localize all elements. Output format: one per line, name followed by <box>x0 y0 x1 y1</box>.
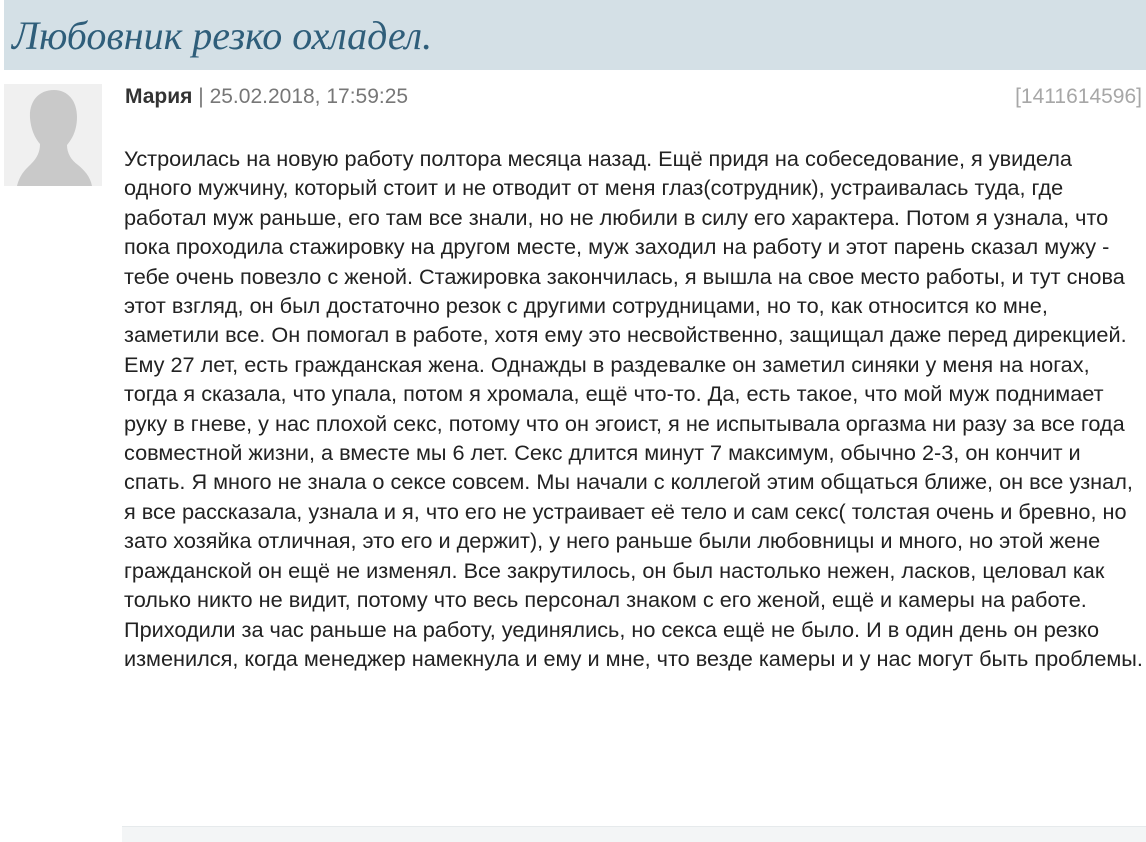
meta-separator: | <box>198 85 204 108</box>
title-bar <box>4 0 1146 70</box>
user-silhouette-icon <box>4 84 102 186</box>
author-name[interactable]: Мария <box>125 85 193 108</box>
next-post-strip <box>122 826 1146 842</box>
post-meta <box>125 84 408 110</box>
post-body: Устроилась на новую работу полтора месяца назад. Ещё придя на собеседование, я увидела одного мужчину, который стоит и не отводит от меня глаз(сотрудник), устраивалась туда, где работал муж раньше, его там все знали, но не любили в силу его характера. Потом я узнала, что пока проходила стажировку на другом месте, муж заходил на работу и этот парень сказал мужу - тебе очень повезло с женой. Стажировка закончилась, я вышла на свое место работы, и тут снова этот взгляд, он был достаточно резок с другими сотрудницами, но то, как относится ко мне, заметили все. Он помогал в работе, хотя ему это несвойственно, защищал даже перед дирекцией. Ему 27 лет, есть гражданская жена. Однажды в раздевалке он заметил синяки у меня на ногах, тогда я сказала, что упала, потом я хромала, ещё что-то. Да, есть такое, что мой муж поднимает руку в гневе, у нас плохой секс, потому что он эгоист, я не испытывала оргазма ни разу за все года совместной жизни, а вместе мы 6 лет. Секс длится минут 7 максимум, обычно 2-3, он кончит и спать. Я много не знала о сексе совсем. Мы начали с коллегой этим общаться ближе, он все узнал, я все рассказала, узнала и я, что его не устраивает её тело и сам секс( толстая очень и бревно, но зато хозяйка отличная, это его и держит), у него раньше были любовницы и много, но этой жене гражданской он ещё не изменял. Все закрутилось, он был настолько нежен, ласков, целовал как только никто не видит, потому что весь персонал знаком с его женой, ещё и камеры на работе. Приходили за час раньше на работу, уединялись, но секса ещё не было. И в один день он резко изменился, когда менеджер намекнула и ему и мне, что везде камеры и у нас могут быть проблемы. <box>124 146 1143 671</box>
post-datetime: 25.02.2018, 17:59:25 <box>209 85 409 108</box>
page-title: Любовник резко охладел. <box>12 13 433 58</box>
post-id[interactable]: [1411614596] <box>1015 85 1142 108</box>
avatar <box>4 84 102 186</box>
